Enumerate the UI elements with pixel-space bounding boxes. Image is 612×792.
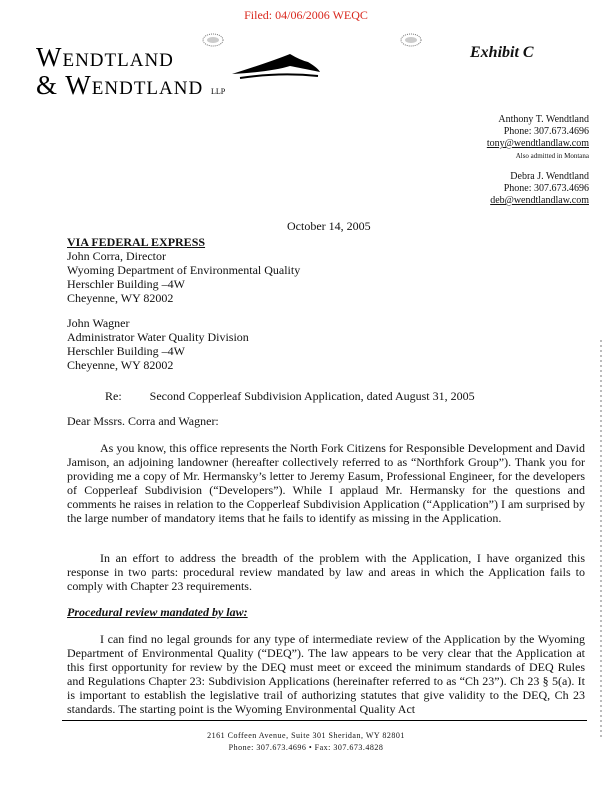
filed-stamp: Filed: 04/06/2006 WEQC — [244, 8, 368, 22]
footer-rule — [62, 720, 587, 721]
paragraph-2-wrap — [67, 551, 585, 593]
contact-note: Also admitted in Montana — [515, 152, 589, 160]
letterhead-line2-name: Wendtland — [65, 70, 204, 100]
footer-phones: Phone: 307.673.4696 • Fax: 307.673.4828 — [228, 743, 384, 752]
footer — [0, 730, 612, 754]
recipient-block-1 — [67, 235, 585, 305]
paragraph-1: As you know, this office represents the North Fork Citizens for Responsible Development and David Jamison, an adjoining landowner (hereafter collectively referred to as “Northfork Group”). Thank you for providing me a copy of Mr. Hermansky’s letter to Jeremy Easum, Professional Engineer, for the developers of Copperleaf Subdivision (“Developers”). While I applaud Mr. Hermansky for the questions and comments he raises in relation to the Copperleaf Subdivision Application (“Application”) I am surprised by the large number of mandatory items that he fails to identify as missing in the Application. — [67, 441, 585, 525]
recipient-block-2 — [67, 316, 585, 372]
paragraph-1-wrap — [67, 441, 585, 525]
contact-name: Debra J. Wendtland — [510, 171, 589, 182]
section-heading: Procedural review mandated by law: — [67, 605, 248, 619]
exhibit-label: Exhibit C — [470, 44, 534, 61]
letterhead-line2 — [36, 70, 225, 101]
seal-icon — [200, 32, 226, 48]
letterhead-line1: Wendtland — [36, 42, 174, 72]
paragraph-3-wrap — [67, 632, 585, 716]
contact-anthony — [487, 114, 589, 162]
letterhead-ampersand: & — [36, 70, 59, 100]
delivery-method: VIA FEDERAL EXPRESS — [67, 235, 206, 249]
address-line: Wyoming Department of Environmental Quality — [67, 263, 301, 277]
address-line: Cheyenne, WY 82002 — [67, 291, 174, 305]
contact-phone: Phone: 307.673.4696 — [503, 126, 589, 137]
seal-icon-right — [398, 32, 424, 48]
address-line: Herschler Building –4W — [67, 344, 185, 358]
contact-phone: Phone: 307.673.4696 — [503, 183, 589, 194]
re-label: Re: — [105, 389, 122, 403]
contact-email-link[interactable]: deb@wendtlandlaw.com — [490, 195, 589, 206]
address-line: John Corra, Director — [67, 249, 166, 263]
re-text: Second Copperleaf Subdivision Application, dated August 31, 2005 — [149, 389, 475, 403]
footer-address: 2161 Coffeen Avenue, Suite 301 Sheridan, WY 82801 — [207, 731, 405, 740]
address-line: Administrator Water Quality Division — [67, 330, 249, 344]
contact-debra — [490, 171, 589, 207]
letter-date: October 14, 2005 — [287, 219, 371, 233]
address-line: Herschler Building –4W — [67, 277, 185, 291]
subject-line — [105, 389, 475, 404]
contact-email-link[interactable]: tony@wendtlandlaw.com — [486, 138, 589, 149]
mountain-logo-icon — [230, 50, 322, 80]
contact-name: Anthony T. Wendtland — [498, 114, 589, 125]
address-line: John Wagner — [67, 316, 130, 330]
letterhead-llp: LLP — [210, 87, 226, 96]
salutation: Dear Mssrs. Corra and Wagner: — [67, 414, 219, 428]
paragraph-2: In an effort to address the breadth of the problem with the Application, I have organized this response in two parts: procedural review mandated by law and areas in which the Application fails to comply with Chapter 23 requirements. — [67, 551, 585, 593]
address-line: Cheyenne, WY 82002 — [67, 358, 174, 372]
scan-edge-artifact — [600, 340, 602, 740]
paragraph-3: I can find no legal grounds for any type of intermediate review of the Application by the Wyoming Department of Environmental Quality (“DEQ”). The law appears to be very clear that the Application at this first opportunity for review by the DEQ must meet or exceed the minimum standards of DEQ Rules and Regulations Chapter 23: Subdivision Applications (hereinafter referred to as “Ch 23”). Ch 23 § 5(a). It is important to establish the legislative trail of authorizing statutes that give validity to the DEQ, Ch 23 standards. The starting point is the Wyoming Environmental Quality Act — [67, 632, 585, 716]
